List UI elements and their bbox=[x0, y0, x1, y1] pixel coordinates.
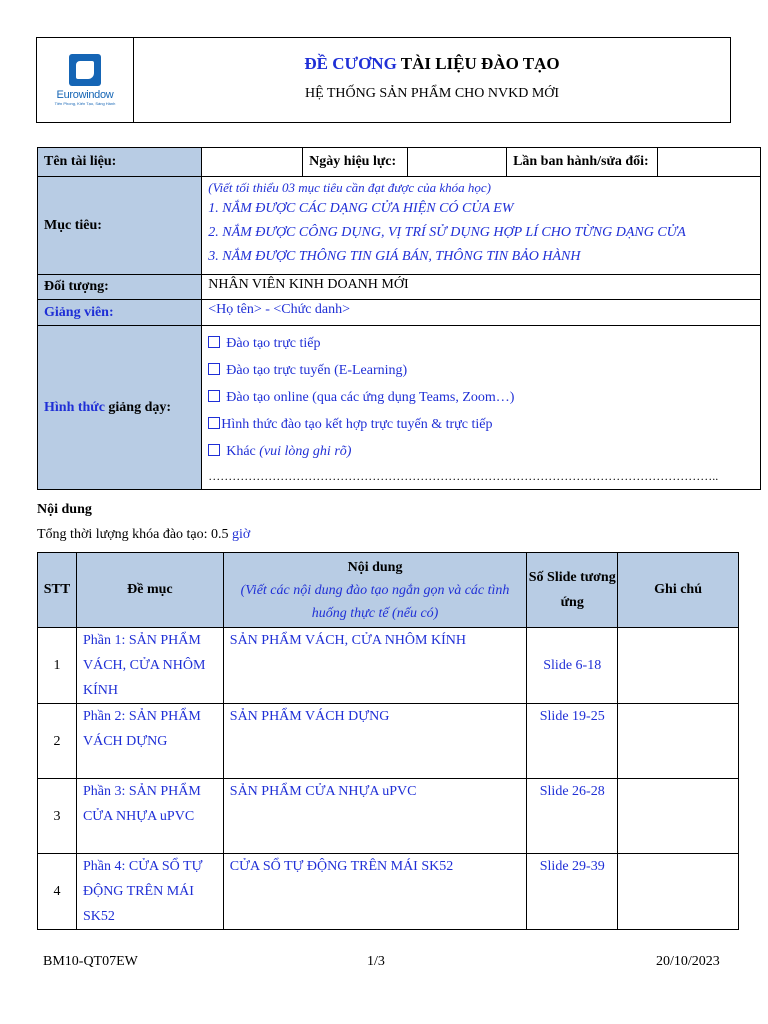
document-header bbox=[36, 37, 731, 123]
row-notes[interactable] bbox=[618, 628, 739, 704]
checkbox-icon[interactable] bbox=[208, 444, 220, 456]
content-section-title: Nội dung bbox=[37, 502, 92, 517]
method-option-label: Hình thức đào tạo kết hợp trực tuyến & trực tiếp bbox=[221, 417, 493, 432]
header-content-title: Nội dung bbox=[347, 559, 403, 575]
audience-label: Đối tượng: bbox=[38, 275, 202, 300]
method-option[interactable] bbox=[208, 411, 754, 438]
doc-name-label: Tên tài liệu: bbox=[38, 148, 202, 177]
row-slides: Slide 19-25 bbox=[527, 704, 618, 779]
checkbox-icon[interactable] bbox=[208, 336, 220, 348]
header-item: Đề mục bbox=[76, 553, 223, 628]
row-notes[interactable] bbox=[618, 779, 739, 854]
revision-label: Lần ban hành/sửa đổi: bbox=[507, 148, 658, 177]
row-stt: 4 bbox=[38, 854, 77, 930]
objective-item: 1. NẮM ĐƯỢC CÁC DẠNG CỬA HIỆN CÓ CỦA EW bbox=[208, 201, 514, 216]
row-item: Phần 4: CỬA SỔ TỰ ĐỘNG TRÊN MÁI SK52 bbox=[76, 854, 223, 930]
row-slides: Slide 6-18 bbox=[527, 628, 618, 704]
course-duration bbox=[37, 527, 250, 543]
method-option-label: Khác bbox=[226, 444, 256, 459]
row-slides: Slide 29-39 bbox=[527, 854, 618, 930]
objective-value[interactable] bbox=[202, 177, 761, 275]
info-table bbox=[37, 147, 761, 490]
checkbox-icon[interactable] bbox=[208, 363, 220, 375]
method-option[interactable] bbox=[208, 384, 754, 411]
row-content[interactable]: SẢN PHẨM VÁCH, CỬA NHÔM KÍNH bbox=[223, 628, 527, 704]
row-stt: 2 bbox=[38, 704, 77, 779]
revision-value[interactable] bbox=[658, 148, 761, 177]
row-content[interactable]: SẢN PHẨM CỬA NHỰA uPVC bbox=[223, 779, 527, 854]
row-item: Phần 3: SẢN PHẨM CỬA NHỰA uPVC bbox=[76, 779, 223, 854]
method-option[interactable] bbox=[208, 438, 754, 465]
footer-page: 1/3 bbox=[367, 954, 385, 969]
row-item: Phần 1: SẢN PHẨM VÁCH, CỬA NHÔM KÍNH bbox=[76, 628, 223, 704]
title-rest: TÀI LIỆU ĐÀO TẠO bbox=[396, 54, 560, 73]
footer-date: 20/10/2023 bbox=[656, 954, 720, 969]
method-label bbox=[38, 326, 202, 490]
logo-text: Eurowindow bbox=[56, 89, 114, 101]
logo-slogan: Tiên Phong, Kiến Tạo, Sáng Hành bbox=[54, 101, 116, 106]
method-options bbox=[202, 326, 761, 490]
objective-hint: (Viết tối thiểu 03 mục tiêu cần đạt được của khóa học) bbox=[208, 180, 491, 195]
table-row bbox=[38, 779, 739, 854]
document-title bbox=[134, 54, 730, 74]
doc-name-value[interactable] bbox=[202, 148, 303, 177]
method-option-label: Đào tạo trực tiếp bbox=[226, 336, 321, 351]
document-subtitle: HỆ THỐNG SẢN PHẨM CHO NVKD MỚI bbox=[304, 86, 560, 101]
row-item: Phần 2: SẢN PHẨM VÁCH DỰNG bbox=[76, 704, 223, 779]
method-option-label: Đào tạo trực tuyến (E-Learning) bbox=[226, 363, 408, 378]
method-label-highlight: Hình thức bbox=[44, 399, 105, 415]
header-content-hint: (Viết các nội dung đào tạo ngắn gọn và các tình huống thực tế (nếu có) bbox=[240, 582, 510, 621]
instructor-label: Giảng viên: bbox=[38, 300, 202, 326]
objective-item: 3. NẮM ĐƯỢC THÔNG TIN GIÁ BÁN, THÔNG TIN BẢO HÀNH bbox=[208, 249, 581, 264]
objective-item: 2. NẮM ĐƯỢC CÔNG DỤNG, VỊ TRÍ SỬ DỤNG HỢP LÍ CHO TỪNG DẠNG CỬA bbox=[208, 225, 686, 240]
method-other-note: (vui lòng ghi rõ) bbox=[259, 444, 352, 459]
effective-date-label: Ngày hiệu lực: bbox=[303, 148, 408, 177]
duration-label: Tổng thời lượng khóa đào tạo: 0.5 bbox=[37, 527, 233, 542]
effective-date-value[interactable] bbox=[408, 148, 507, 177]
title-highlight: ĐỀ CƯƠNG bbox=[304, 54, 397, 73]
row-stt: 3 bbox=[38, 779, 77, 854]
method-option[interactable] bbox=[208, 330, 754, 357]
title-cell bbox=[134, 38, 730, 122]
instructor-value[interactable]: <Họ tên> - <Chức danh> bbox=[202, 300, 761, 326]
row-content[interactable]: SẢN PHẨM VÁCH DỰNG bbox=[223, 704, 527, 779]
header-slides: Số Slide tương ứng bbox=[527, 553, 618, 628]
header-content bbox=[223, 553, 527, 628]
eurowindow-logo-icon bbox=[69, 54, 101, 86]
row-notes[interactable] bbox=[618, 854, 739, 930]
table-row bbox=[38, 854, 739, 930]
table-row bbox=[38, 628, 739, 704]
checkbox-icon[interactable] bbox=[208, 417, 220, 429]
table-row bbox=[38, 704, 739, 779]
audience-value[interactable]: NHÂN VIÊN KINH DOANH MỚI bbox=[202, 275, 761, 300]
method-option-label: Đào tạo online (qua các ứng dụng Teams, Zoom…) bbox=[226, 390, 515, 405]
method-label-rest: giảng dạy: bbox=[104, 399, 172, 415]
logo bbox=[37, 38, 134, 122]
method-option[interactable] bbox=[208, 357, 754, 384]
header-stt: STT bbox=[38, 553, 77, 628]
fill-in-line[interactable]: ……………………………………………………………………………………………………………….. bbox=[208, 469, 719, 483]
objective-label: Mục tiêu: bbox=[38, 177, 202, 275]
header-notes: Ghi chú bbox=[618, 553, 739, 628]
row-slides: Slide 26-28 bbox=[527, 779, 618, 854]
checkbox-icon[interactable] bbox=[208, 390, 220, 402]
duration-unit: giờ bbox=[232, 527, 251, 542]
footer-code: BM10-QT07EW bbox=[43, 954, 138, 969]
row-content[interactable]: CỬA SỔ TỰ ĐỘNG TRÊN MÁI SK52 bbox=[223, 854, 527, 930]
row-stt: 1 bbox=[38, 628, 77, 704]
row-notes[interactable] bbox=[618, 704, 739, 779]
content-table bbox=[37, 552, 739, 930]
